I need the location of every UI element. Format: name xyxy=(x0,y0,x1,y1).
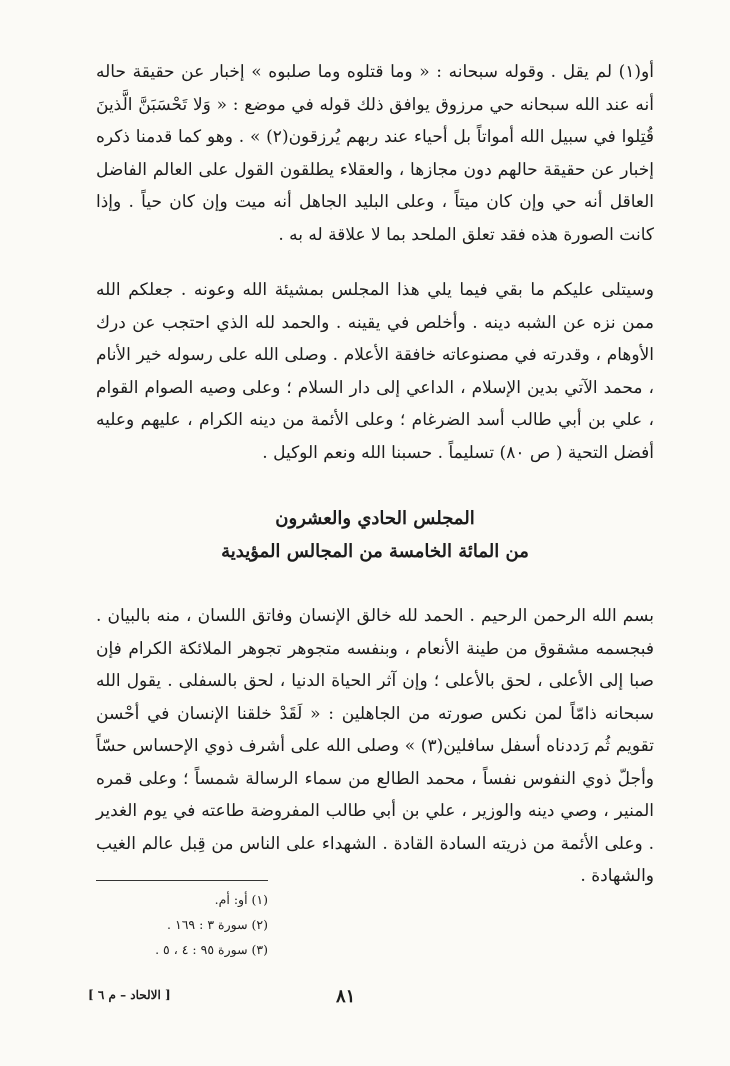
footnote-2: (٢) سورة ٣ : ١٦٩ . xyxy=(167,917,268,932)
page-footer xyxy=(88,986,654,1012)
paragraph-1: أو(١) لم يقل . وقوله سبحانه : « وما قتلوه وما صلبوه » إخبار عن حقيقة حاله أنه عند الله سبحانه حي مرزوق يوافق ذلك قوله في موضع : « وَلا تَحْسَبَنَّ الَّذينَ قُتِلوا في سبيل الله أمواتاً بل أحياء عند ربهم يُرزقون(٢) » . وهو كما قدمنا ذكره إخبار عن حقيقة حالهم دون مجازها ، والعقلاء يطلقون القول على العالم الفاضل العاقل أنه حي وإن كان ميتاً ، وعلى البليد الجاهل أنه ميت وإن كان حياً . وإذا كانت الصورة هذه فقد تعلق الملحد بما لا علاقة له به . xyxy=(96,62,654,245)
footnotes-list xyxy=(96,887,268,962)
heading-line-1: المجلس الحادي والعشرون xyxy=(275,508,475,529)
footnote-divider xyxy=(96,880,268,881)
signature-mark: [ الالحاد – م ٦ ] xyxy=(88,988,171,1002)
paragraph-3: بسم الله الرحمن الرحيم . الحمد لله خالق الإنسان وفاتق اللسان ، منه بالبيان . فبجسمه مشقوق من طينة الأنعام ، وبنفسه متجوهر تجوهر الملائكة الكرام فإن صبا إلى الأعلى ، لحق بالأعلى ؛ وإن آثر الحياة الدنيا ، لحق بالسفلى . يقول الله سبحانه ذامّاً لمن نكس صورته من الجاهلين : « لَقَدْ خلقنا الإنسان في أحْسن تقويم ثُم رَددناه أسفل سافلين(٣) » وصلى الله على أشرف ذوي الإحساس حسّاً وأجلّ ذوي النفوس نفساً ، محمد الطالع من سماء الرسالة شمساً ؛ وعلى قمره المنير ، وصي دينه والوزير ، علي بن أبي طالب المفروضة طاعته في يوم الغدير . وعلى الأئمة من ذريته السادة القادة . الشهداء على الناس من قِبل عالم الغيب والشهادة . xyxy=(96,606,654,886)
footnote-1: (١) أو: أم. xyxy=(214,892,268,907)
heading-line-2: من المائة الخامسة من المجالس المؤيدية xyxy=(221,541,529,562)
document-page xyxy=(88,56,654,1016)
page-number: ٨١ xyxy=(336,986,356,1007)
paragraph-2: وسيتلى عليكم ما بقي فيما يلي هذا المجلس بمشيئة الله وعونه . جعلكم الله ممن نزه عن الشبه دينه . وأخلص في يقينه . والحمد لله الذي احتجب عن درك الأوهام ، وقدرته في مصنوعاته خافقة الأعلام . وصلى الله على رسوله خير الأنام ، محمد الآتي بدين الإسلام ، الداعي إلى دار السلام ؛ وعلى وصيه الصوام القوام ، علي بن أبي طالب أسد الضرغام ؛ وعلى الأئمة من دينه الكرام ، عليهم وعليه أفضل التحية ( ص ٨٠) تسليماً . حسبنا الله ونعم الوكيل . xyxy=(96,280,654,463)
footnote-3: (٣) سورة ٩٥ : ٤ ، ٥ . xyxy=(155,942,268,957)
section-heading xyxy=(96,502,654,568)
